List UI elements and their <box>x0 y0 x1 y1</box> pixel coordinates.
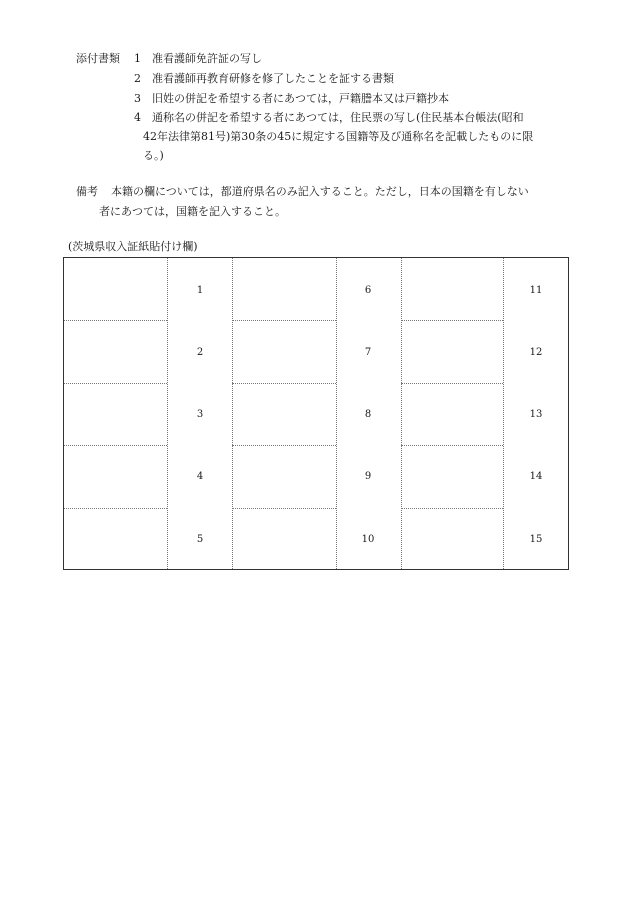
stamp-number-12: 12 <box>529 347 543 358</box>
grid-divider <box>232 508 336 509</box>
remarks-label: 備考 <box>76 185 98 198</box>
grid-divider <box>401 445 503 446</box>
attachment-item-4-number: 4 <box>134 111 141 124</box>
grid-divider <box>401 258 402 569</box>
remarks-line-2: 者にあつては，国籍を記入すること。 <box>99 205 286 218</box>
grid-divider <box>232 383 336 384</box>
stamp-number-2: 2 <box>196 347 204 358</box>
stamp-number-1: 1 <box>196 285 204 296</box>
stamp-number-3: 3 <box>196 409 204 420</box>
attachment-item-1-text: 准看護師免許証の写し <box>152 52 262 65</box>
stamp-number-6: 6 <box>364 285 372 296</box>
stamp-number-7: 7 <box>364 347 372 358</box>
stamp-number-4: 4 <box>196 471 204 482</box>
stamp-number-11: 11 <box>529 285 543 296</box>
attachment-item-3-text: 旧姓の併記を希望する者にあつては，戸籍謄本又は戸籍抄本 <box>152 92 449 105</box>
stamp-grid <box>63 257 569 570</box>
attachment-item-3-number: 3 <box>134 92 141 105</box>
attachment-item-2-number: 2 <box>134 72 141 85</box>
grid-divider <box>232 320 336 321</box>
attachments-label: 添付書類 <box>76 52 120 65</box>
grid-divider <box>232 258 233 569</box>
grid-divider <box>167 258 168 569</box>
attachment-item-4-continuation-1: 42年法律第81号)第30条の45に規定する国籍等及び通称名を記載したものに限 <box>143 130 534 143</box>
grid-divider <box>401 320 503 321</box>
grid-divider <box>401 508 503 509</box>
attachment-item-1-number: 1 <box>134 52 141 65</box>
grid-divider <box>503 258 504 569</box>
attachment-item-4-continuation-2: る。) <box>143 149 164 162</box>
stamp-number-5: 5 <box>196 534 204 545</box>
stamp-number-9: 9 <box>364 471 372 482</box>
stamp-number-8: 8 <box>364 409 372 420</box>
grid-divider <box>64 445 167 446</box>
stamp-section-caption: (茨城県収入証紙貼付け欄) <box>68 240 198 253</box>
grid-divider <box>64 383 167 384</box>
stamp-number-13: 13 <box>529 409 543 420</box>
grid-divider <box>336 258 337 569</box>
stamp-number-14: 14 <box>529 471 543 482</box>
stamp-number-15: 15 <box>529 534 543 545</box>
attachment-item-2-text: 准看護師再教育研修を修了したことを証する書類 <box>152 72 394 85</box>
grid-divider <box>401 383 503 384</box>
grid-divider <box>64 508 167 509</box>
attachment-item-4-text: 通称名の併記を希望する者にあつては，住民票の写し(住民基本台帳法(昭和 <box>152 111 524 124</box>
grid-divider <box>232 445 336 446</box>
remarks-line-1: 本籍の欄については，都道府県名のみ記入すること。ただし，日本の国籍を有しない <box>111 185 529 198</box>
grid-divider <box>64 320 167 321</box>
stamp-number-10: 10 <box>361 534 375 545</box>
